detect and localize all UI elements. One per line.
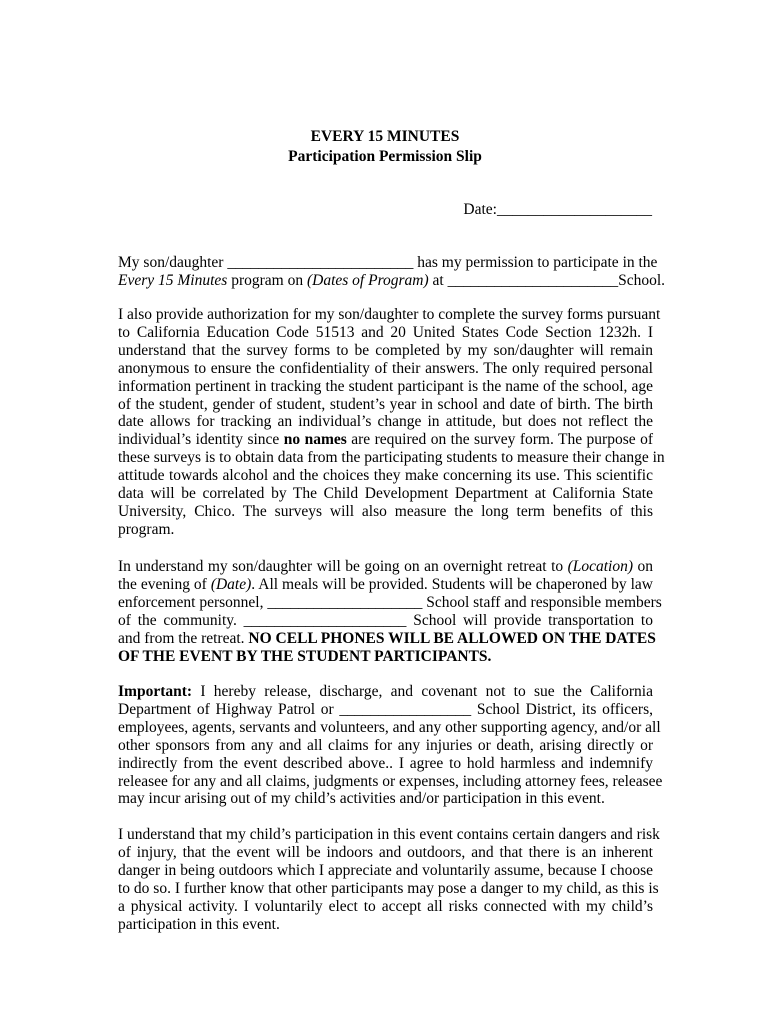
paragraph-line: information pertinent in tracking the student participant is the name of the school, age (118, 377, 653, 395)
release-paragraph (118, 683, 663, 808)
text: are required on the survey form. The purpose of (346, 431, 653, 449)
text: individual’s identity since (118, 431, 284, 449)
program-name: Every 15 Minutes (118, 271, 228, 289)
paragraph-line (118, 593, 662, 612)
paragraph-line: of injury, that the event will be indoors and outdoors, and that there is an inherent (118, 843, 653, 861)
paragraph-line: indirectly from the event described above.. I agree to hold harmless and indemnify (118, 754, 653, 772)
survey-authorization-paragraph (118, 306, 665, 539)
paragraph-line: participation in this event. (118, 915, 280, 933)
paragraph-line: these surveys is to obtain data from the participating students to measure their change in (118, 449, 665, 467)
retreat-location: (Location) (567, 558, 634, 575)
paragraph-line: I understand that my child’s participation in this event contains certain dangers and risk (118, 826, 660, 843)
emphasis-no-names: no names (283, 431, 347, 449)
paragraph-line (118, 648, 653, 666)
form-title: EVERY 15 MINUTES (310, 128, 460, 145)
paragraph-line: anonymous to ensure the confidentiality of their answers. The only required personal (118, 359, 653, 377)
transport-school-blank[interactable]: _____________________ (243, 611, 407, 629)
paragraph-line: other sponsors from any and all claims for any injuries or death, arising directly or (118, 736, 653, 754)
paragraph-line: may incur arising out of my child’s activities and/or participation in this event. (118, 790, 605, 808)
text: program on (227, 271, 307, 289)
text: School staff and responsible members (422, 593, 662, 611)
paragraph-line (118, 701, 653, 719)
form-subtitle: Participation Permission Slip (288, 148, 482, 165)
paragraph-line: to California Education Code 51513 and 20 United States Code Section 1232h. I (118, 323, 653, 341)
important-label: Important: (118, 683, 193, 700)
text: on (633, 558, 653, 575)
retreat-paragraph (118, 558, 662, 665)
cell-phone-notice: NO CELL PHONES WILL BE ALLOWED ON THE DATES (248, 629, 656, 647)
risk-acknowledgement-paragraph (118, 826, 660, 933)
paragraph-line: a physical activity. I voluntarily elect to accept all risks connected with my child’s (118, 897, 653, 915)
program-dates: (Dates of Program) (306, 271, 429, 289)
paragraph-line: understand that the survey forms to be completed by my son/daughter will remain (118, 341, 653, 359)
paragraph-line: I also provide authorization for my son/daughter to complete the survey forms pursuant (118, 306, 661, 323)
text: My son/daughter (118, 254, 228, 271)
paragraph-line (118, 431, 653, 449)
paragraph-line: date allows for tracking an individual’s change in attitude, but does not reflect the (118, 413, 653, 431)
cell-phone-notice-cont: OF THE EVENT BY THE STUDENT PARTICIPANTS. (118, 647, 492, 665)
paragraph-line (118, 576, 653, 594)
text: School District, its officers, (471, 700, 653, 718)
text: at (428, 271, 448, 289)
text: School will provide transportation to (406, 611, 653, 629)
text: the evening of (118, 575, 211, 593)
paragraph-line: to do so. I further know that other participants may pose a danger to my child, as this is (118, 879, 659, 897)
date-blank[interactable]: ____________________ (497, 201, 652, 218)
school-district-blank[interactable]: _________________ (339, 700, 472, 718)
text: and from the retreat. (118, 629, 249, 647)
paragraph-line (118, 271, 666, 290)
date-label: Date: (463, 201, 497, 218)
permission-paragraph (118, 254, 666, 290)
text: . All meals will be provided. Students will be chaperoned by law (251, 575, 653, 593)
paragraph-line: attitude towards alcohol and the choices they make concerning its use. This scientific (118, 467, 653, 485)
paragraph-line: of the student, gender of student, student’s year in school and date of birth. The birth (118, 395, 653, 413)
paragraph-line: program. (118, 520, 175, 538)
text: In understand my son/daughter will be going on an overnight retreat to (118, 558, 568, 575)
text: enforcement personnel, (118, 593, 268, 611)
paragraph-line: employees, agents, servants and volunteers, and any other supporting agency, and/or all (118, 718, 661, 736)
paragraph-line: data will be correlated by The Child Development Department at California State (118, 485, 653, 503)
paragraph-line (118, 254, 658, 272)
text: Department of Highway Patrol or (118, 700, 340, 718)
paragraph-line (118, 629, 656, 648)
school-name-blank[interactable]: ______________________ (447, 271, 619, 289)
text: has my permission to participate in the (413, 254, 658, 271)
retreat-date: (Date) (210, 575, 252, 593)
paragraph-line: danger in being outdoors which I appreciate and voluntarily assume, because I choose (118, 861, 653, 879)
date-field[interactable] (463, 201, 652, 219)
text: of the community. (118, 611, 244, 629)
paragraph-line (118, 683, 653, 701)
text: I hereby release, discharge, and covenant not to sue the California (192, 683, 653, 700)
text: School. (618, 271, 666, 289)
paragraph-line: releasee for any and all claims, judgments or expenses, including attorney fees, releasee (118, 772, 663, 790)
student-name-blank[interactable]: ________________________ (227, 254, 414, 271)
paragraph-line (118, 612, 653, 630)
paragraph-line (118, 558, 653, 576)
law-enforcement-blank[interactable]: ____________________ (267, 593, 423, 611)
paragraph-line: University, Chico. The surveys will also measure the long term benefits of this (118, 502, 653, 520)
